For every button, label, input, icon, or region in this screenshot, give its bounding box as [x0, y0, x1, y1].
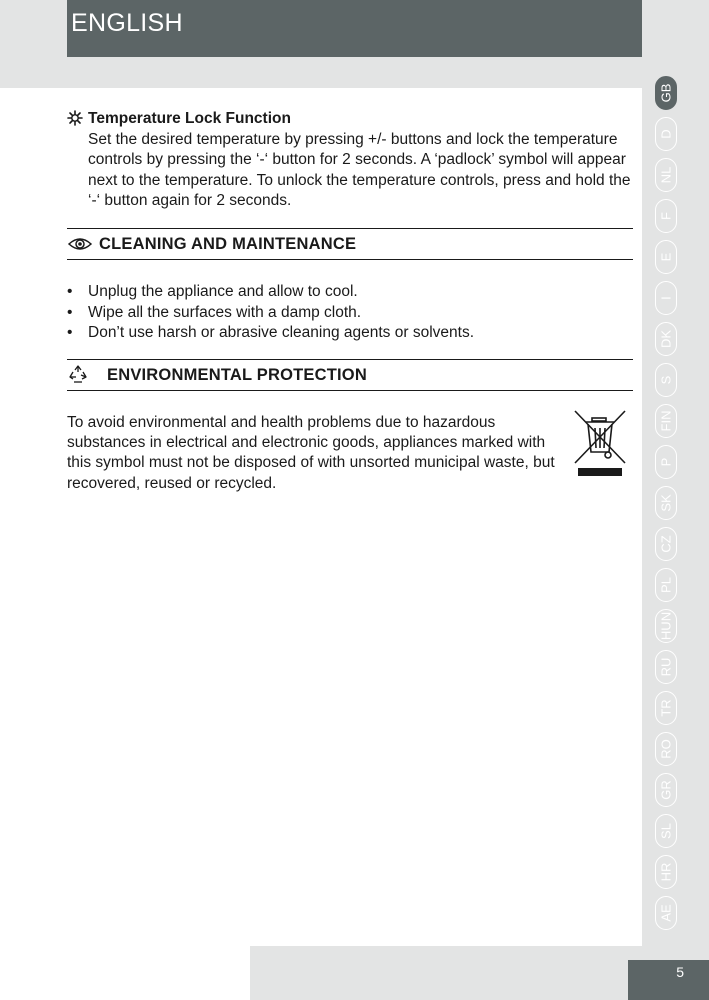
environmental-block	[67, 413, 633, 494]
language-tab-label: DK	[658, 329, 674, 349]
language-tab-nl[interactable]	[651, 158, 681, 192]
snowflake-star-icon	[67, 110, 83, 126]
language-tab-label: F	[658, 212, 674, 220]
environmental-section-heading	[67, 359, 633, 391]
language-tab-label: TR	[658, 699, 674, 717]
temperature-lock-body: Set the desired temperature by pressing +/- buttons and lock the temperature controls by pressing the ‘-‘ button for 2 seconds. A ‘padlock’ symbol will appear next to the temperature. To unlock the temperature controls, press and hold the ‘-‘ button again for 2 seconds.	[88, 131, 631, 209]
language-tab-label: I	[658, 296, 674, 300]
language-tab-s[interactable]	[651, 363, 681, 397]
language-tab-label: RO	[658, 739, 674, 759]
page-number: 5	[676, 964, 684, 980]
language-tab-label: FIN	[658, 410, 674, 432]
header-bar	[67, 0, 642, 57]
language-tab-fin[interactable]	[651, 404, 681, 438]
cleaning-section-heading	[67, 228, 633, 260]
language-tab-label: SL	[658, 823, 674, 839]
language-tab-ru[interactable]	[651, 650, 681, 684]
language-tab-label: E	[658, 252, 674, 262]
language-tab-label: P	[658, 457, 674, 467]
list-item: • Wipe all the surfaces with a damp cloth.	[67, 303, 362, 321]
language-tab-label: SK	[658, 494, 674, 512]
language-tab-label: D	[658, 129, 674, 139]
list-item: • Unplug the appliance and allow to cool.	[67, 283, 358, 301]
list-item: • Don’t use harsh or abrasive cleaning agents or solvents.	[67, 324, 474, 342]
language-tab-label: GR	[658, 780, 674, 800]
temperature-lock-heading	[67, 108, 633, 130]
language-tab-f[interactable]	[651, 199, 681, 233]
language-tab-pl[interactable]	[651, 568, 681, 602]
language-tab-p[interactable]	[651, 445, 681, 479]
language-tab-hun[interactable]	[651, 609, 681, 643]
language-tab-d[interactable]	[651, 117, 681, 151]
cleaning-list	[67, 282, 633, 344]
temperature-lock-title: Temperature Lock Function	[88, 110, 291, 127]
page-number-box	[628, 960, 709, 1000]
language-tab-dk[interactable]	[651, 322, 681, 356]
page-language-title: ENGLISH	[71, 9, 183, 37]
crossed-out-wheelie-bin-icon	[572, 408, 628, 478]
list-item-text: Unplug the appliance and allow to cool.	[88, 283, 358, 301]
cleaning-section-title: CLEANING AND MAINTENANCE	[99, 235, 357, 254]
recycle-icon	[68, 365, 88, 385]
language-tab-label: RU	[658, 657, 674, 677]
language-tab-i[interactable]	[651, 281, 681, 315]
language-tab-gr[interactable]	[651, 773, 681, 807]
main-content	[67, 108, 633, 494]
language-tab-sk[interactable]	[651, 486, 681, 520]
language-tab-label: GB	[658, 83, 674, 103]
language-tab-ae[interactable]	[651, 896, 681, 930]
list-item-text: Wipe all the surfaces with a damp cloth.	[88, 303, 362, 321]
language-tab-label: NL	[658, 166, 674, 184]
language-tab-tr[interactable]	[651, 691, 681, 725]
language-tab-label: HUN	[658, 611, 674, 641]
language-tab-label: HR	[658, 862, 674, 882]
list-item-text: Don’t use harsh or abrasive cleaning agents or solvents.	[88, 324, 474, 342]
language-tab-hr[interactable]	[651, 855, 681, 889]
bottom-band	[250, 946, 642, 1000]
language-tab-label: AE	[658, 904, 674, 922]
language-tab-gb[interactable]	[651, 76, 681, 110]
language-tab-e[interactable]	[651, 240, 681, 274]
language-tab-ro[interactable]	[651, 732, 681, 766]
environmental-section-title: ENVIRONMENTAL PROTECTION	[107, 365, 367, 384]
language-tab-label: S	[658, 375, 674, 385]
language-tab-label: CZ	[658, 535, 674, 553]
language-tab-sl[interactable]	[651, 814, 681, 848]
eye-icon	[68, 236, 92, 252]
language-tab-cz[interactable]	[651, 527, 681, 561]
language-tab-label: PL	[658, 577, 674, 593]
environmental-body: To avoid environmental and health problems due to hazardous substances in electrical and electronic goods, appliances marked with this symbol must not be disposed of with unsorted municipal waste, but recovered, reused or recycled.	[67, 413, 555, 492]
